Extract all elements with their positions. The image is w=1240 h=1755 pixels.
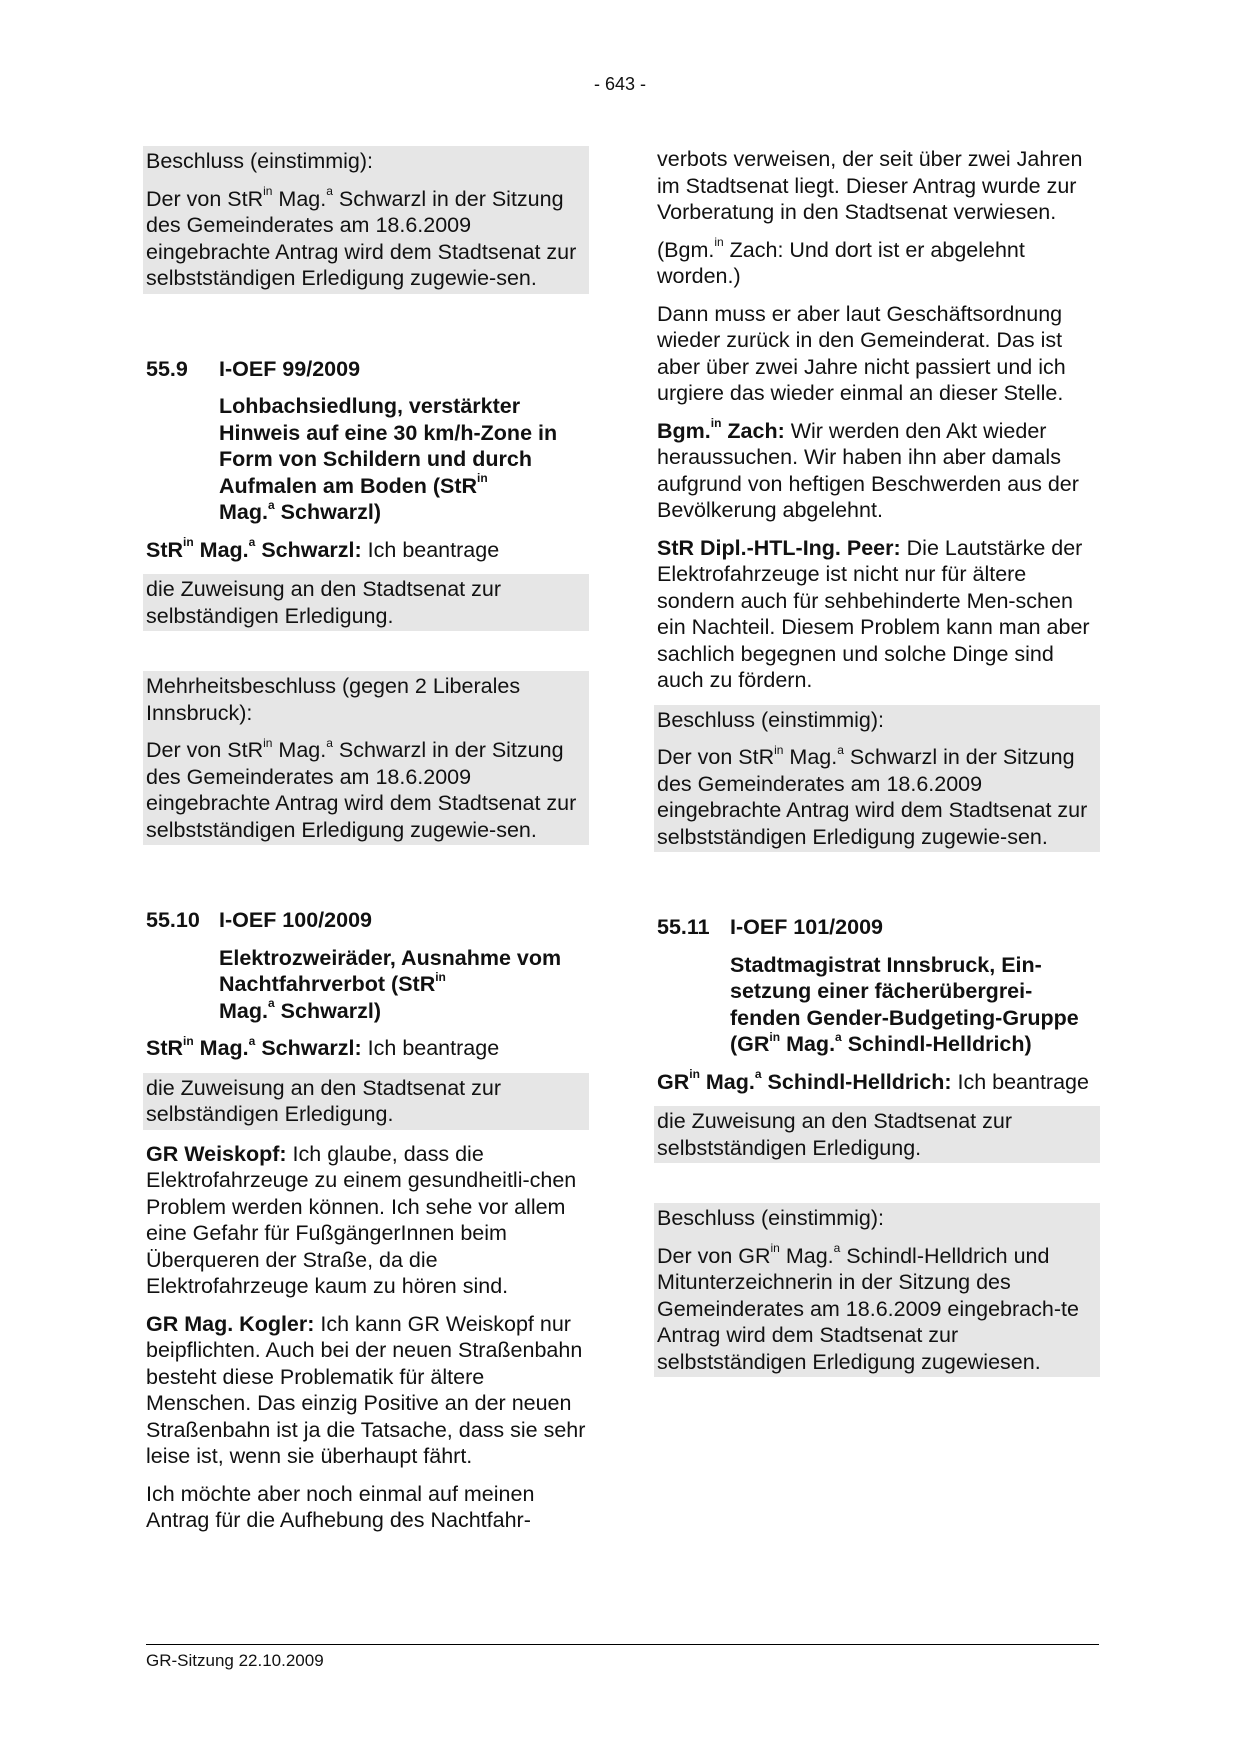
right-column: [657, 146, 1100, 1377]
request-block: [143, 1073, 589, 1130]
resolution-label: Mehrheitsbeschluss (gegen 2 Liberales Innsbruck):: [146, 674, 521, 725]
speaker-statement: StR$^{in}$ Mag.$^a$ Schwarzl: Ich beantrage: [146, 535, 500, 562]
continued-statement: Dann muss er aber laut Geschäftsordnung wieder zurück in den Gemeinderat. Das ist aber über zwei Jahre nicht passiert und ich urgiere das wieder einmal an dieser Stelle.: [657, 301, 1066, 405]
section-title-55-11: Stadtmagistrat Innsbruck, Ein-setzung einer fächerübergrei-fenden Gender-Budgeting-Gruppe ($GR^{in}$ Mag.$^a$ Schindl-Helldrich): [730, 952, 1079, 1056]
page-number: - 643 -: [593, 74, 647, 94]
request-text: die Zuweisung an den Stadtsenat zur selbständigen Erledigung.: [146, 1075, 501, 1126]
page-footer: GR-Sitzung 22.10.2009: [146, 1644, 1099, 1671]
section-heading-55-10: 55.10 I-OEF 100/2009: [146, 908, 372, 932]
left-column: [146, 146, 589, 1534]
resolution-block-2: [143, 671, 589, 845]
resolution-label: Beschluss (einstimmig):: [657, 707, 884, 732]
resolution-block-1: [143, 146, 589, 294]
speaker-statement-zach: Bgm.$^{in}$ Zach: Wir werden den Akt wieder heraussuchen. Wir haben ihn aber damals aufgrund von heftigen Beschwerden aus der Bevölkerung abgelehnt.: [657, 416, 1079, 522]
interjection: (Bgm.$^{in}$ Zach: Und dort ist er abgelehnt worden.): [657, 235, 1025, 288]
resolution-label: Beschluss (einstimmig):: [146, 149, 373, 173]
speaker-statement-peer: StR Dipl.-HTL-Ing. Peer: Die Lautstärke der Elektrofahrzeuge ist nicht nur für ältere sondern auch für sehbehinderte Men-schen ein Nachteil. Diesem Problem kann man aber sachlich begegnen und solche Dinge sind auch zu fördern.: [657, 535, 1090, 692]
resolution-label: Beschluss (einstimmig):: [657, 1206, 884, 1230]
section-heading-55-11: 55.11 I-OEF 101/2009: [657, 915, 883, 939]
request-text: die Zuweisung an den Stadtsenat zur selbständigen Erledigung.: [146, 577, 501, 628]
resolution-text: Der von StR$^{in}$ Mag.$^a$ Schwarzl in der Sitzung des Gemeinderates am 18.6.2009 eingebrachte Antrag wird dem Stadtsenat zur selbstständigen Erledigung zugewie-sen.: [146, 184, 577, 290]
speaker-statement: $GR^{in}$ Mag.$^a$ Schindl-Helldrich: Ich beantrage: [657, 1067, 1089, 1094]
speaker-statement: StR$^{in}$ Mag.$^a$ Schwarzl: Ich beantrage: [146, 1033, 500, 1060]
section-title-55-10: Elektrozweiräder, Ausnahme vom Nachtfahrverbot (StR$^{in}$ Mag.$^a$ Schwarzl): [219, 945, 562, 1023]
speaker-statement-weiskopf: GR Weiskopf: Ich glaube, dass die Elektrofahrzeuge zu einem gesundheitli-chen Problem werden können. Ich sehe vor allem eine Gefahr für FußgängerInnen beim Überqueren der Straße, da die Elektrofahrzeuge kaum zu hören sind.: [146, 1141, 577, 1298]
resolution-block-4: [654, 1203, 1100, 1377]
speaker-statement-kogler-cont: Ich möchte aber noch einmal auf meinen Antrag für die Aufhebung des Nachtfahr-: [146, 1481, 535, 1532]
section-heading-55-9: 55.9 I-OEF 99/2009: [146, 356, 361, 381]
request-block: [143, 574, 589, 631]
resolution-text: Der von StR$^{in}$ Mag.$^a$ Schwarzl in der Sitzung des Gemeinderates am 18.6.2009 eingebrachte Antrag wird dem Stadtsenat zur selbstständigen Erledigung zugewie-sen.: [657, 742, 1088, 849]
continued-text: verbots verweisen, der seit über zwei Jahren im Stadtsenat liegt. Dieser Antrag wurde zur Vorberatung in den Stadtsenat verwiesen.: [657, 147, 1083, 224]
request-block: [654, 1106, 1100, 1163]
resolution-text: Der von StR$^{in}$ Mag.$^a$ Schwarzl in der Sitzung des Gemeinderates am 18.6.2009 eingebrachte Antrag wird dem Stadtsenat zur selbstständigen Erledigung zugewie-sen.: [146, 735, 577, 842]
resolution-text: Der von $GR^{in}$ Mag.$^a$ Schindl-Helldrich und Mitunterzeichnerin in der Sitzung des Gemeinderates am 18.6.2009 eingebrach-te Antrag wird dem Stadtsenat zur selbstständigen Erledigung zugewiesen.: [657, 1241, 1079, 1374]
section-title-55-9: Lohbachsiedlung, verstärkter Hinweis auf eine 30 km/h-Zone in Form von Schildern und durch Aufmalen am Boden (StR$^{in}$ Mag.$^a$ Schwarzl): [219, 394, 558, 524]
speaker-statement-kogler: GR Mag. Kogler: Ich kann GR Weiskopf nur beipflichten. Auch bei der neuen Straßenbahn besteht diese Problematik für ältere Menschen. Das einzig Positive an der neuen Straßenbahn ist ja die Tatsache, dass sie sehr leise ist, wenn sie überhaupt fährt.: [146, 1311, 586, 1468]
resolution-block-3: [654, 705, 1100, 853]
request-text: die Zuweisung an den Stadtsenat zur selbstständigen Erledigung.: [657, 1109, 1012, 1160]
